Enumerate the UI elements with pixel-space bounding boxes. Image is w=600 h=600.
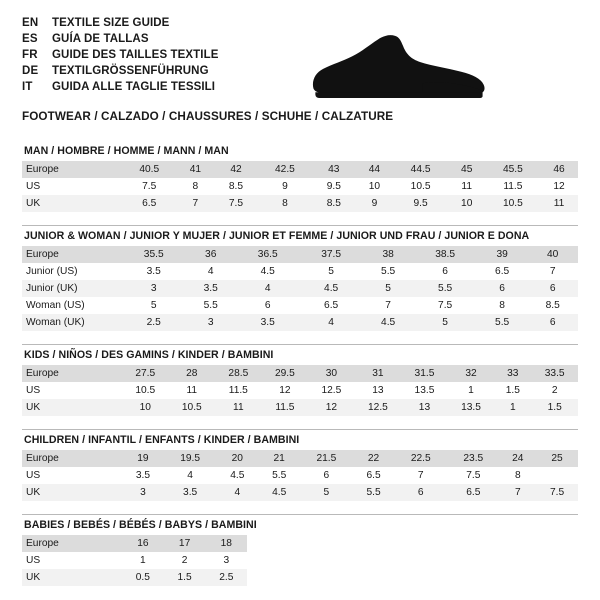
cell: 10 [122, 399, 169, 416]
row-label: US [22, 178, 122, 195]
cell: 1 [122, 552, 164, 569]
cell: 4.5 [299, 280, 362, 297]
cell: 7 [176, 195, 214, 212]
cell: 1.5 [531, 399, 578, 416]
cell: 42.5 [258, 161, 312, 178]
row-label: Europe [22, 161, 122, 178]
cell: 17 [164, 535, 206, 552]
cell: 6 [527, 280, 578, 297]
size-table [22, 450, 578, 501]
cell: 8.5 [214, 178, 257, 195]
language-row [22, 64, 219, 79]
row-label: Junior (US) [22, 263, 122, 280]
dress-shoe-icon [303, 30, 493, 100]
cell: 1 [494, 399, 531, 416]
cell: 8 [176, 178, 214, 195]
cell: 28.5 [215, 365, 262, 382]
cell: 4.5 [363, 314, 414, 331]
size-group-man [22, 145, 578, 212]
language-row [22, 32, 219, 47]
group-title: MAN / HOMBRE / HOMME / MANN / MAN [24, 145, 229, 157]
language-title: GUIDA ALLE TAGLIE TESSILI [52, 81, 216, 93]
cell: 6 [395, 484, 448, 501]
cell: 22.5 [395, 450, 448, 467]
cell: 18 [205, 535, 247, 552]
cell: 45.5 [486, 161, 540, 178]
table-row [22, 297, 578, 314]
row-label: Europe [22, 365, 122, 382]
cell: 6 [477, 280, 528, 297]
cell: 35.5 [122, 246, 185, 263]
cell: 4 [185, 263, 236, 280]
cell: 5.5 [477, 314, 528, 331]
cell: 10.5 [393, 178, 447, 195]
cell: 11.5 [215, 382, 262, 399]
row-label: Europe [22, 246, 122, 263]
cell: 19.5 [164, 450, 217, 467]
cell: 7 [395, 467, 448, 484]
cell: 5 [299, 263, 362, 280]
cell: 4 [164, 467, 217, 484]
cell: 11 [448, 178, 486, 195]
table-row [22, 467, 578, 484]
language-title: GUIDE DES TAILLES TEXTILE [52, 49, 219, 61]
cell: 5.5 [413, 280, 476, 297]
cell: 8 [500, 467, 537, 484]
table-row [22, 161, 578, 178]
cell: 4 [299, 314, 362, 331]
cell: 8 [477, 297, 528, 314]
cell: 2.5 [205, 569, 247, 586]
cell: 3 [185, 314, 236, 331]
cell: 3 [122, 280, 185, 297]
category-title: FOOTWEAR / CALZADO / CHAUSSURES / SCHUHE / CALZATURE [22, 110, 394, 123]
cell: 40 [527, 246, 578, 263]
size-table [22, 246, 578, 331]
cell: 6.5 [477, 263, 528, 280]
cell: 22 [353, 450, 395, 467]
cell: 13 [401, 399, 448, 416]
cell: 33 [494, 365, 531, 382]
cell: 10.5 [122, 382, 169, 399]
cell: 5 [413, 314, 476, 331]
group-title: JUNIOR & WOMAN / JUNIOR Y MUJER / JUNIOR ET FEMME / JUNIOR UND FRAU / JUNIOR E DONA [24, 230, 530, 242]
table-row [22, 484, 578, 501]
cell: 6.5 [299, 297, 362, 314]
page-header [0, 0, 600, 108]
cell: 1.5 [164, 569, 206, 586]
cell: 12 [540, 178, 578, 195]
cell: 16 [122, 535, 164, 552]
cell: 7 [363, 297, 414, 314]
cell: 43 [312, 161, 355, 178]
cell: 5 [363, 280, 414, 297]
language-title: GUÍA DE TALLAS [52, 33, 149, 45]
cell: 5.5 [363, 263, 414, 280]
row-label: US [22, 382, 122, 399]
language-row [22, 80, 219, 95]
cell: 23.5 [447, 450, 500, 467]
table-row [22, 195, 578, 212]
cell: 2.5 [122, 314, 185, 331]
table-row [22, 382, 578, 399]
row-label: Junior (UK) [22, 280, 122, 297]
cell: 31 [355, 365, 402, 382]
cell: 24 [500, 450, 537, 467]
table-row [22, 178, 578, 195]
cell: 6.5 [447, 484, 500, 501]
cell: 7.5 [536, 484, 578, 501]
group-title: BABIES / BEBÉS / BÉBÉS / BABYS / BAMBINI [24, 519, 257, 531]
cell: 12.5 [355, 399, 402, 416]
cell: 31.5 [401, 365, 448, 382]
cell: 3.5 [122, 263, 185, 280]
cell: 6.5 [353, 467, 395, 484]
cell: 4 [236, 280, 299, 297]
cell: 12 [262, 382, 309, 399]
size-group-children [22, 429, 578, 501]
cell: 9.5 [312, 178, 355, 195]
cell: 2 [531, 382, 578, 399]
cell: 21 [258, 450, 300, 467]
cell: 5.5 [353, 484, 395, 501]
cell: 7.5 [447, 467, 500, 484]
cell: 3.5 [185, 280, 236, 297]
row-label: Woman (UK) [22, 314, 122, 331]
cell: 1.5 [494, 382, 531, 399]
cell: 3.5 [164, 484, 217, 501]
cell: 36 [185, 246, 236, 263]
cell: 4 [216, 484, 258, 501]
cell: 33.5 [531, 365, 578, 382]
cell: 28 [169, 365, 216, 382]
cell: 10.5 [486, 195, 540, 212]
cell: 3 [122, 484, 164, 501]
group-title: CHILDREN / INFANTIL / ENFANTS / KINDER / BAMBINI [24, 434, 300, 446]
row-label: US [22, 467, 122, 484]
cell: 10 [356, 178, 394, 195]
cell: 39 [477, 246, 528, 263]
cell: 3.5 [236, 314, 299, 331]
cell: 8.5 [527, 297, 578, 314]
cell: 6 [413, 263, 476, 280]
table-row [22, 569, 247, 586]
language-code: DE [22, 65, 39, 77]
table-row [22, 450, 578, 467]
language-code: ES [22, 33, 38, 45]
cell: 9 [258, 178, 312, 195]
row-label: Woman (US) [22, 297, 122, 314]
language-title: TEXTILE SIZE GUIDE [52, 17, 170, 29]
language-code: FR [22, 49, 38, 61]
row-label: UK [22, 569, 122, 586]
cell: 13.5 [448, 399, 495, 416]
language-row [22, 48, 219, 63]
cell: 5 [122, 297, 185, 314]
cell: 11.5 [262, 399, 309, 416]
cell: 9 [356, 195, 394, 212]
cell: 8 [258, 195, 312, 212]
language-title-list [22, 14, 219, 95]
cell [536, 467, 578, 484]
cell: 46 [540, 161, 578, 178]
cell: 42 [214, 161, 257, 178]
row-label: US [22, 552, 122, 569]
table-row [22, 263, 578, 280]
row-label: UK [22, 399, 122, 416]
cell: 32 [448, 365, 495, 382]
row-label: Europe [22, 450, 122, 467]
cell: 9.5 [393, 195, 447, 212]
table-row [22, 399, 578, 416]
row-label: Europe [22, 535, 122, 552]
cell: 12 [308, 399, 355, 416]
cell: 3 [205, 552, 247, 569]
table-row [22, 246, 578, 263]
size-table [22, 365, 578, 416]
cell: 6 [236, 297, 299, 314]
cell: 11.5 [486, 178, 540, 195]
cell: 7 [500, 484, 537, 501]
size-table [22, 535, 247, 586]
size-group-babies [22, 514, 578, 586]
cell: 0.5 [122, 569, 164, 586]
table-row [22, 552, 247, 569]
cell: 10.5 [169, 399, 216, 416]
cell: 11 [540, 195, 578, 212]
cell: 20 [216, 450, 258, 467]
cell: 6 [527, 314, 578, 331]
cell: 1 [448, 382, 495, 399]
size-table [22, 161, 578, 212]
size-group-junior-woman [22, 225, 578, 331]
illustration-container [219, 14, 579, 100]
size-tables [0, 123, 600, 586]
language-title: TEXTILGRÖSSENFÜHRUNG [52, 65, 209, 77]
group-title: KIDS / NIÑOS / DES GAMINS / KINDER / BAMBINI [24, 349, 274, 361]
cell: 12.5 [308, 382, 355, 399]
cell: 41 [176, 161, 214, 178]
table-row [22, 535, 247, 552]
table-row [22, 365, 578, 382]
cell: 37.5 [299, 246, 362, 263]
cell: 11 [215, 399, 262, 416]
cell: 19 [122, 450, 164, 467]
cell: 13.5 [401, 382, 448, 399]
row-label: UK [22, 195, 122, 212]
language-code: IT [22, 81, 33, 93]
cell: 25 [536, 450, 578, 467]
cell: 11 [169, 382, 216, 399]
cell: 30 [308, 365, 355, 382]
cell: 38 [363, 246, 414, 263]
cell: 7.5 [413, 297, 476, 314]
cell: 2 [164, 552, 206, 569]
row-label: UK [22, 484, 122, 501]
cell: 4.5 [216, 467, 258, 484]
table-row [22, 280, 578, 297]
cell: 45 [448, 161, 486, 178]
cell: 7 [527, 263, 578, 280]
cell: 21.5 [300, 450, 353, 467]
table-row [22, 314, 578, 331]
cell: 38.5 [413, 246, 476, 263]
cell: 36.5 [236, 246, 299, 263]
cell: 44.5 [393, 161, 447, 178]
cell: 40.5 [122, 161, 176, 178]
cell: 27.5 [122, 365, 169, 382]
cell: 7.5 [122, 178, 176, 195]
cell: 29.5 [262, 365, 309, 382]
cell: 10 [448, 195, 486, 212]
cell: 44 [356, 161, 394, 178]
cell: 8.5 [312, 195, 355, 212]
cell: 4.5 [236, 263, 299, 280]
cell: 7.5 [214, 195, 257, 212]
language-code: EN [22, 17, 39, 29]
cell: 6.5 [122, 195, 176, 212]
cell: 4.5 [258, 484, 300, 501]
cell: 5 [300, 484, 353, 501]
language-row [22, 16, 219, 31]
cell: 5.5 [258, 467, 300, 484]
cell: 13 [355, 382, 402, 399]
size-group-kids [22, 344, 578, 416]
cell: 5.5 [185, 297, 236, 314]
cell: 3.5 [122, 467, 164, 484]
cell: 6 [300, 467, 353, 484]
